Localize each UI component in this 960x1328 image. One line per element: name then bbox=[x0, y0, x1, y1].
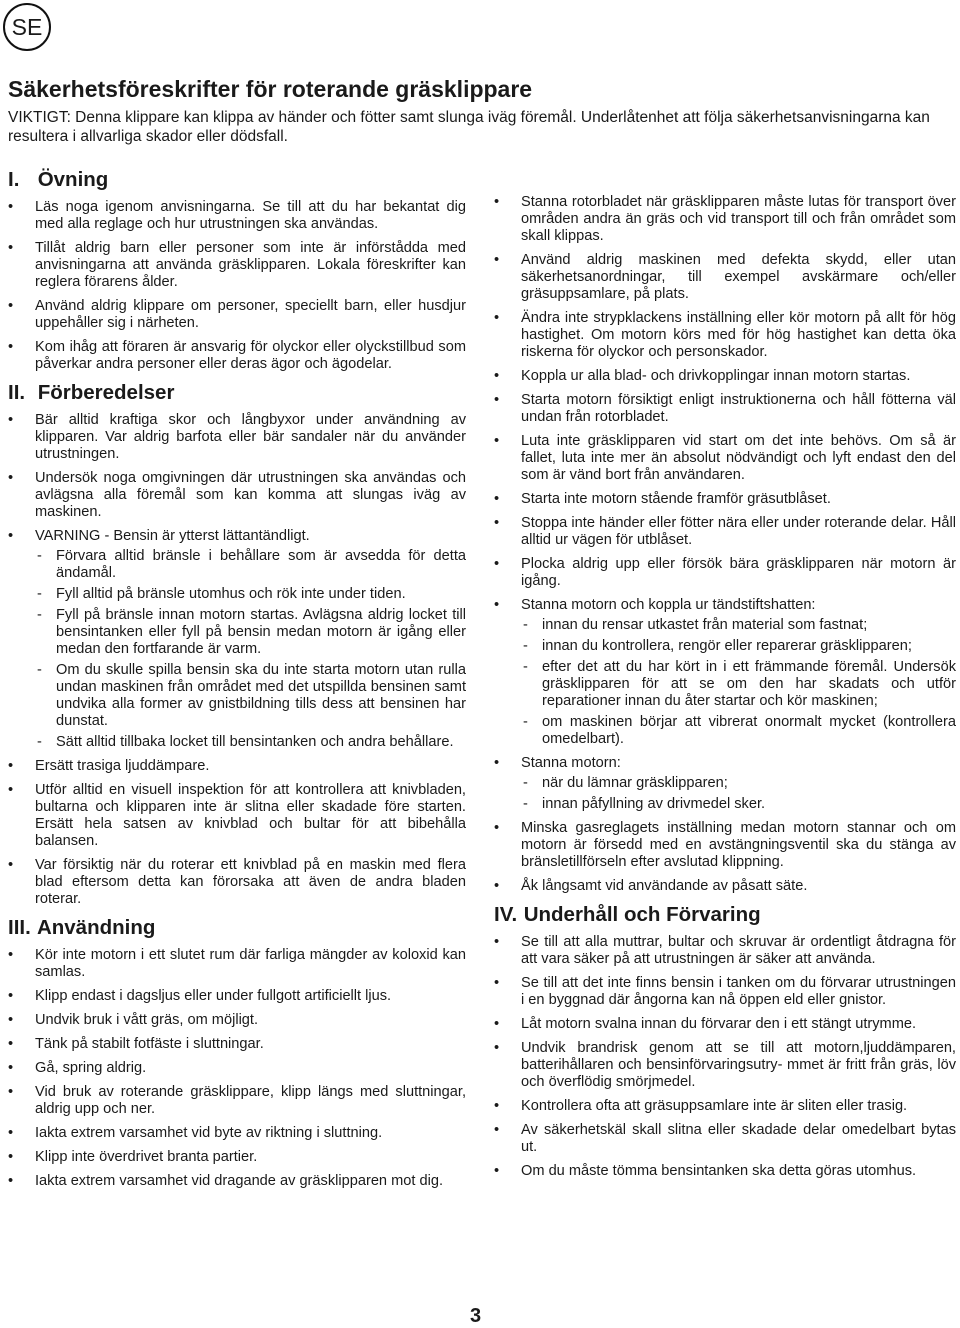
sub-item: - Fyll alltid på bränsle utomhus och rök inte under tiden. bbox=[35, 586, 466, 603]
list-item: • Kontrollera ofta att gräsuppsamlare inte är sliten eller trasig. bbox=[494, 1098, 956, 1115]
sub-item: - Om du skulle spilla bensin ska du inte starta motorn utan rulla undan maskinen från området med det utspillda bensinen samt undvika alla former av gnistbildning tills dess att bensinen har dunstat. bbox=[35, 662, 466, 730]
list-item: • Bär alltid kraftiga skor och långbyxor under användning av klipparen. Var aldrig barfota eller bär sandaler när du använder utrustningen. bbox=[8, 412, 466, 463]
list-item: • Starta motorn försiktigt enligt instruktionerna och håll fötterna väl undan från rotorbladet. bbox=[494, 392, 956, 426]
list-item bbox=[8, 528, 466, 751]
list-item: • Luta inte gräsklipparen vid start om det inte behövs. Om så är fallet, luta inte mer än absolut nödvändigt och lyft endast den del som är vänd bort från användaren. bbox=[494, 433, 956, 484]
list-item: • Tänk på stabilt fotfäste i sluttningar. bbox=[8, 1036, 466, 1053]
list-item: • Se till att alla muttrar, bultar och skruvar är ordentligt åtdragna för att vara säker på att utrustningen är säker att använda. bbox=[494, 934, 956, 968]
list-item: • Använd aldrig maskinen med defekta skydd, eller utan säkerhetsanordningar, till exempel avskärmare och/eller gräsuppsamlare, på plats. bbox=[494, 252, 956, 303]
list-item: • Utför alltid en visuell inspektion för att kontrollera att knivbladen, bultarna och klipparen inte är slitna eller skadade före starten. Ersätt hela satsen av knivblad och bultar för att bibehålla balansen. bbox=[8, 782, 466, 850]
section-heading-4: IV. Underhåll och Förvaring bbox=[494, 903, 761, 926]
sub-item: - om maskinen börjar att vibrerat onormalt mycket (kontrollera omedelbart). bbox=[521, 714, 956, 748]
list-item: • Åk långsamt vid användande av påsatt säte. bbox=[494, 878, 956, 895]
list-item: • Var försiktig när du roterar ett knivblad på en maskin med flera blad eftersom detta kan förorsaka att även de andra bladen roterar. bbox=[8, 857, 466, 908]
sub-item: - Förvara alltid bränsle i behållare som är avsedda för detta ändamål. bbox=[35, 548, 466, 582]
fuel-sub-list bbox=[35, 548, 466, 751]
list-item: • Kom ihåg att föraren är ansvarig för olyckor eller olyckstillbud som påverkar andra personer eller deras ägor och ägodelar. bbox=[8, 339, 466, 373]
right-column bbox=[494, 194, 956, 1187]
list-item: • Starta inte motorn stående framför gräsutblåset. bbox=[494, 491, 956, 508]
list-item: • Iakta extrem varsamhet vid dragande av gräsklipparen mot dig. bbox=[8, 1173, 466, 1190]
list-item: • Använd aldrig klippare om personer, speciellt barn, eller husdjur uppehåller sig i närheten. bbox=[8, 298, 466, 332]
list-item bbox=[494, 755, 956, 813]
language-badge: SE bbox=[3, 3, 51, 51]
section-heading-3: III. Användning bbox=[8, 916, 156, 939]
section-3-list bbox=[8, 947, 466, 1190]
sub-item: - innan du rensar utkastet från material som fastnat; bbox=[521, 617, 956, 634]
page-number: 3 bbox=[470, 1305, 482, 1327]
list-item: • Se till att det inte finns bensin i tanken om du förvarar utrustningen i en byggnad där ångorna kan nå öppen eld eller gnistor. bbox=[494, 975, 956, 1009]
list-item: • Ersätt trasiga ljuddämpare. bbox=[8, 758, 466, 775]
list-item: • Kör inte motorn i ett slutet rum där farliga mängder av koloxid kan samlas. bbox=[8, 947, 466, 981]
list-item bbox=[494, 597, 956, 748]
section-heading-1: I. Övning bbox=[8, 168, 109, 191]
warning-text: VIKTIGT: Denna klippare kan klippa av händer och fötter samt slunga iväg föremål. Underlåtenhet att följa säkerhetsanvisningarna kan resultera i allvarliga skador eller dödsfall. bbox=[8, 109, 930, 145]
list-item: • Undvik bruk i vått gräs, om möjligt. bbox=[8, 1012, 466, 1029]
stop-sub-list bbox=[521, 617, 956, 748]
sub-item: - innan du kontrollera, rengör eller reparerar gräsklipparen; bbox=[521, 638, 956, 655]
list-item: • Ändra inte strypklackens inställning eller kör motorn på allt för hög hastighet. Om motorn körs med för hög hastighet kan detta öka riskerna för olyckor och personskador. bbox=[494, 310, 956, 361]
list-item: • Klipp endast i dagsljus eller under fullgott artificiellt ljus. bbox=[8, 988, 466, 1005]
list-item: • Stoppa inte händer eller fötter nära eller under roterande delar. Håll alltid ur vägen för utblåset. bbox=[494, 515, 956, 549]
sub-item: - när du lämnar gräsklipparen; bbox=[521, 775, 956, 792]
stop-item-text: Stanna motorn och koppla ur tändstiftshatten: bbox=[521, 597, 816, 613]
list-item: • Låt motorn svalna innan du förvarar den i ett stängt utrymme. bbox=[494, 1016, 956, 1033]
section-2-list bbox=[8, 412, 466, 908]
sub-item: - Sätt alltid tillbaka locket till bensintanken och andra behållare. bbox=[35, 734, 466, 751]
list-item: • Minska gasreglagets inställning medan motorn stannar och om motorn är försedd med en avstängningsventil ska du stänga av bränsletillförseln efter avslutad klippning. bbox=[494, 820, 956, 871]
section-1-list bbox=[8, 199, 466, 373]
warning-item-text: VARNING - Bensin är ytterst lättantändligt. bbox=[35, 528, 310, 544]
list-item: • Koppla ur alla blad- och drivkopplingar innan motorn startas. bbox=[494, 368, 956, 385]
section-heading-2: II. Förberedelser bbox=[8, 381, 175, 404]
stop2-item-text: Stanna motorn: bbox=[521, 755, 621, 771]
list-item: • Stanna rotorbladet när gräsklipparen måste lutas för transport över områden andra än gräs och vid transport till och från området som skall klippas. bbox=[494, 194, 956, 245]
list-item: • Iakta extrem varsamhet vid byte av riktning i sluttning. bbox=[8, 1125, 466, 1142]
list-item: • Av säkerhetskäl skall slitna eller skadade delar omedelbart bytas ut. bbox=[494, 1122, 956, 1156]
list-item: • Plocka aldrig upp eller försök bära gräsklipparen när motorn är igång. bbox=[494, 556, 956, 590]
list-item: • Tillåt aldrig barn eller personer som inte är införstådda med anvisningarna att använda gräsklipparen. Lokala föreskrifter kan reglera förarens ålder. bbox=[8, 240, 466, 291]
list-item: • Undvik brandrisk genom att se till att motorn,ljuddämparen, batterihållaren och bensinförvaringsutry- mmet är fritt från gräs, löv och överflödig smörjmedel. bbox=[494, 1040, 956, 1091]
sub-item: - innan påfyllning av drivmedel sker. bbox=[521, 796, 956, 813]
list-item: • Undersök noga omgivningen där utrustningen ska användas och avlägsna alla föremål som kan komma att slungas iväg av maskinen. bbox=[8, 470, 466, 521]
list-item: • Läs noga igenom anvisningarna. Se till att du har bekantat dig med alla reglage och hur utrustningen ska användas. bbox=[8, 199, 466, 233]
sub-item: - Fyll på bränsle innan motorn startas. Avlägsna aldrig locket till bensintanken eller fyll på bensin medan motorn är igång eller medan den fortfarande är varm. bbox=[35, 607, 466, 658]
list-item: • Om du måste tömma bensintanken ska detta göras utomhus. bbox=[494, 1163, 956, 1180]
usage-continued-list bbox=[494, 194, 956, 895]
page-title: Säkerhetsföreskrifter för roterande gräsklippare bbox=[8, 76, 533, 102]
list-item: • Vid bruk av roterande gräsklippare, klipp längs med sluttningar, aldrig upp och ner. bbox=[8, 1084, 466, 1118]
stop2-sub-list bbox=[521, 775, 956, 813]
left-column bbox=[8, 167, 466, 1197]
list-item: • Gå, spring aldrig. bbox=[8, 1060, 466, 1077]
section-4-list bbox=[494, 934, 956, 1180]
sub-item: - efter det att du har kört in i ett främmande föremål. Undersök gräsklipparen för att se om den har skadats och utför reparationer innan du åter startar och kör maskinen; bbox=[521, 659, 956, 710]
list-item: • Klipp inte överdrivet branta partier. bbox=[8, 1149, 466, 1166]
